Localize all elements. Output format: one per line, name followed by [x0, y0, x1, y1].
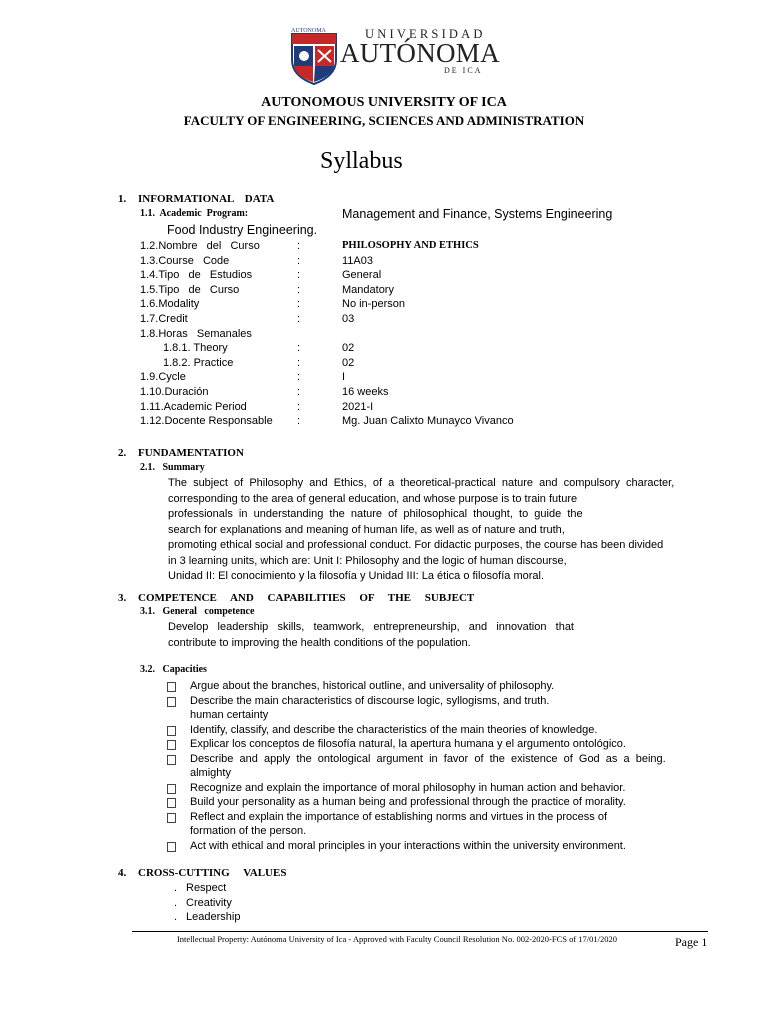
- info-row-colon: :: [297, 298, 301, 311]
- info-row-value: Mandatory: [342, 283, 394, 296]
- summary-line: professionals in understanding the nature of philosophical thought, to guide the: [168, 508, 583, 520]
- info-row-label: 1.4.Tipo de Estudios: [140, 269, 253, 282]
- capacities-label: 3.2. Capacities: [140, 664, 207, 675]
- section-4-title: CROSS-CUTTING VALUES: [138, 867, 287, 879]
- capacity-item: Recognize and explain the importance of moral philosophy in human action and behavior.: [190, 781, 626, 794]
- info-row-label: 1.12.Docente Responsable: [140, 415, 273, 428]
- checkbox-bullet-icon: [167, 740, 176, 750]
- section-4-number: 4.: [118, 867, 127, 879]
- footer-text: Intellectual Property: Autónoma University of Ica - Approved with Faculty Council Resolution No. 002-2020-FCS of 17/01/2020: [176, 934, 618, 944]
- info-row-value: 03: [342, 313, 355, 325]
- footer-divider: [132, 931, 708, 932]
- section-1-number: 1.: [118, 193, 127, 205]
- checkbox-bullet-icon: [167, 813, 176, 823]
- info-row-label: 1.5.Tipo de Curso: [140, 283, 240, 296]
- info-row-value: I: [342, 371, 346, 384]
- logo-wordmark-top: UNIVERSIDAD: [365, 27, 486, 41]
- summary-line: search for explanations and meaning of human life, as well as of nature and truth,: [168, 523, 565, 536]
- info-row-colon: :: [297, 371, 301, 384]
- section-3-title: COMPETENCE AND CAPABILITIES OF THE SUBJECT: [138, 592, 475, 604]
- checkbox-bullet-icon: [167, 842, 176, 852]
- info-row-label: 1.9.Cycle: [140, 371, 186, 384]
- university-seal-logo: [286, 26, 342, 86]
- info-row-colon: :: [297, 240, 301, 252]
- page-number: Page 1: [675, 935, 708, 949]
- info-row-label: 1.8.Horas Semanales: [140, 327, 252, 340]
- competence-line: Develop leadership skills, teamwork, entrepreneurship, and innovation that: [168, 621, 574, 633]
- checkbox-bullet-icon: [167, 697, 176, 707]
- info-row-colon: :: [297, 415, 301, 428]
- capacity-item: Argue about the branches, historical outline, and universality of philosophy.: [190, 680, 555, 692]
- info-row-label: 1.11.Academic Period: [140, 400, 247, 413]
- info-row-colon: :: [297, 254, 301, 267]
- info-row-label: 1.6.Modality: [140, 298, 200, 311]
- document-title: Syllabus: [320, 148, 403, 174]
- info-row-colon: :: [297, 400, 301, 413]
- capacity-item: Describe and apply the ontological argument in favor of the existence of God as a being.: [190, 752, 666, 765]
- info-row-colon: :: [297, 313, 301, 325]
- info-row-value: 02: [342, 342, 355, 355]
- info-row-value: No in-person: [342, 298, 405, 311]
- info-row-label: 1.8.1. Theory: [163, 342, 228, 355]
- competence-line: contribute to improving the health conditions of the population.: [168, 636, 471, 649]
- university-heading: AUTONOMOUS UNIVERSITY OF ICA: [261, 95, 507, 110]
- value-item: Creativity: [186, 896, 232, 909]
- value-bullet: .: [174, 882, 178, 894]
- checkbox-bullet-icon: [167, 784, 176, 794]
- info-row-label: 1.8.2. Practice: [163, 356, 234, 369]
- info-row-value: 16 weeks: [342, 386, 389, 398]
- checkbox-bullet-icon: [167, 726, 176, 736]
- capacity-item: Identify, classify, and describe the characteristics of the main theories of knowledge.: [190, 723, 598, 736]
- info-row-colon: :: [297, 342, 301, 355]
- summary-line: The subject of Philosophy and Ethics, of a theoretical-practical nature and compulsory character,: [168, 477, 675, 489]
- capacity-item-continued: formation of the person.: [190, 825, 307, 837]
- checkbox-bullet-icon: [167, 755, 176, 765]
- summary-label: 2.1. Summary: [140, 462, 205, 473]
- info-row-value: 02: [342, 356, 355, 369]
- info-row-label: 1.3.Course Code: [140, 254, 230, 267]
- value-item: Respect: [186, 882, 227, 894]
- program-label: 1.1. Academic Program:: [140, 208, 249, 219]
- section-2-title: FUNDAMENTATION: [138, 447, 244, 459]
- capacity-item-continued: human certainty: [190, 709, 269, 721]
- summary-line: promoting ethical social and professional conduct. For didactic purposes, the course has been divided: [168, 539, 664, 551]
- capacity-item: Describe the main characteristics of discourse logic, syllogisms, and truth.: [190, 694, 550, 707]
- info-row-value: 11A03: [342, 254, 373, 267]
- info-row-colon: :: [297, 356, 301, 369]
- logo-wordmark-bottom: DE ICA: [444, 66, 483, 75]
- info-row-label: 1.7.Credit: [140, 313, 188, 325]
- checkbox-bullet-icon: [167, 682, 176, 692]
- program-value-continued: Food Industry Engineering.: [167, 223, 318, 237]
- value-bullet: .: [174, 911, 178, 923]
- info-row-colon: :: [297, 269, 301, 282]
- seal-text: AUTONOMA: [291, 28, 326, 34]
- info-row-colon: :: [297, 386, 301, 398]
- capacity-item: Reflect and explain the importance of establishing norms and virtues in the process of: [190, 810, 608, 823]
- general-competence-label: 3.1. General competence: [140, 606, 255, 617]
- info-row-label: 1.2.Nombre del Curso: [140, 240, 260, 252]
- info-row-value: 2021-I: [342, 400, 374, 413]
- capacity-item: Act with ethical and moral principles in your interactions within the university environment.: [190, 839, 626, 852]
- value-bullet: .: [174, 896, 178, 909]
- info-row-value: General: [342, 269, 382, 282]
- info-row-value: PHILOSOPHY AND ETHICS: [342, 240, 479, 251]
- value-item: Leadership: [186, 911, 241, 923]
- section-3-number: 3.: [118, 592, 127, 604]
- summary-line: Unidad II: El conocimiento y la filosofía y Unidad III: La ética o filosofía moral.: [168, 570, 545, 582]
- summary-line: corresponding to the area of general education, and whose purpose is to train future: [168, 492, 578, 505]
- logo-wordmark-main: AUTÓNOMA: [340, 38, 500, 68]
- faculty-heading: FACULTY OF ENGINEERING, SCIENCES AND ADMINISTRATION: [183, 113, 585, 128]
- checkbox-bullet-icon: [167, 798, 176, 808]
- section-1-title: INFORMATIONAL DATA: [138, 193, 275, 205]
- info-row-label: 1.10.Duración: [140, 386, 209, 398]
- capacity-item-continued: almighty: [190, 767, 231, 779]
- section-2-number: 2.: [118, 447, 127, 459]
- info-row-value: Mg. Juan Calixto Munayco Vivanco: [342, 415, 514, 428]
- capacity-item: Explicar los conceptos de filosofía natural, la apertura humana y el argumento ontológico.: [190, 738, 626, 750]
- program-value: Management and Finance, Systems Engineering: [342, 207, 613, 221]
- info-row-colon: :: [297, 283, 301, 296]
- capacity-item: Build your personality as a human being and professional through the practice of morality.: [190, 796, 626, 808]
- summary-line: in 3 learning units, which are: Unit I: Philosophy and the logic of human discourse,: [168, 554, 567, 567]
